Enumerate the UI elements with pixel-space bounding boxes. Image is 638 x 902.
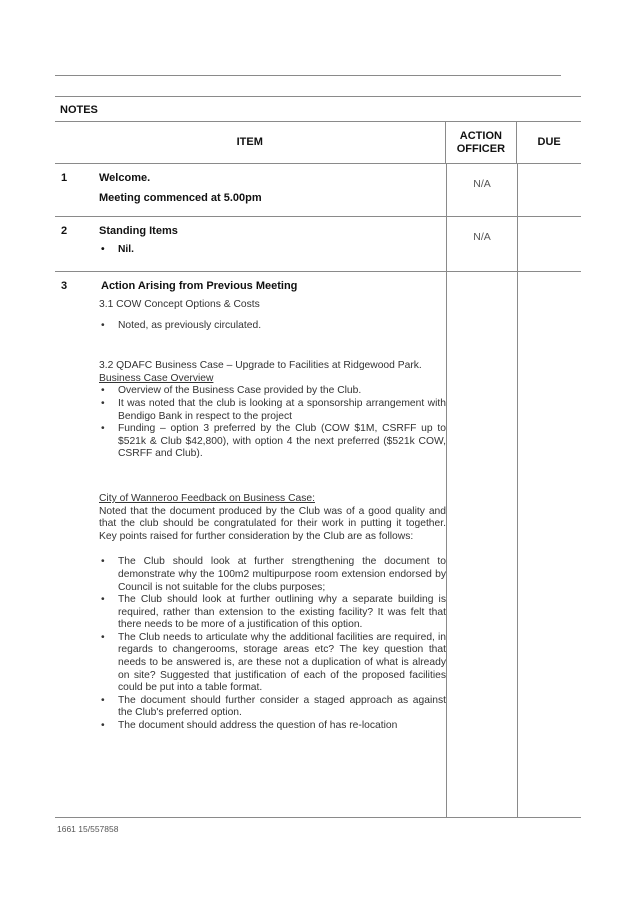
list-item: • Funding – option 3 preferred by the Club (COW $1M, CSRFF up to $521k & Club $42,800), with option 4 the next preferred ($521k COW, CSRFF and Club). <box>101 423 446 460</box>
list-item: • The Club should look at further outlining why a separate building is required, rather than extension to the existing facility? It was felt that there needs to be more of a justification of this option. <box>101 594 446 631</box>
document-reference: 1661 15/557858 <box>57 824 119 834</box>
due-cell <box>517 272 581 817</box>
top-rule <box>55 75 561 76</box>
due-cell <box>517 217 581 271</box>
list-item: • It was noted that the club is looking at a sponsorship arrangement with Bendigo Bank in respect to the project <box>101 397 446 422</box>
due-cell <box>517 164 581 216</box>
list-item: • The document should address the question of has re-location <box>101 720 398 732</box>
item-column-header: ITEM <box>236 136 263 148</box>
item-text: Meeting commenced at 5.00pm <box>99 192 262 204</box>
item-number: 1 <box>61 172 68 184</box>
action-officer-column-header: ACTION OFFICER <box>445 122 517 163</box>
item-title: Welcome. <box>99 172 151 184</box>
item-title: Action Arising from Previous Meeting <box>101 280 298 292</box>
table-header <box>55 122 581 164</box>
action-officer: N/A <box>446 164 517 216</box>
list-item: • Overview of the Business Case provided by the Club. <box>101 385 362 397</box>
table-row <box>55 164 581 217</box>
notes-heading: NOTES <box>55 96 581 122</box>
subsection-title: 3.1 COW Concept Options & Costs <box>99 299 260 310</box>
list-item: • The document should further consider a staged approach as against the Club's preferred option. <box>101 694 446 719</box>
table-row <box>55 272 581 818</box>
subsection-heading: Business Case Overview <box>99 372 214 384</box>
paragraph: Noted that the document produced by the Club was of a good quality and that the club should be congratulated for their work in putting it together. Key points raised for further consideration by the Club are as follows: <box>99 505 446 542</box>
notes-table <box>55 96 581 818</box>
action-officer <box>446 272 517 817</box>
subsection-title: 3.2 QDAFC Business Case – Upgrade to Facilities at Ridgewood Park. <box>99 360 422 372</box>
list-item: • The Club should look at further strengthening the document to demonstrate why the 100m2 multipurpose room extension endorsed by Council is not suitable for the clubs purposes; <box>101 556 446 593</box>
list-item: • The Club needs to articulate why the additional facilities are required, in regards to changerooms, storage areas etc? The key question that needs to be answered is, are these not a duplication of what is already on site? Suggested that justification of each of the proposed facilities could be put into a table format. <box>101 631 446 694</box>
action-officer: N/A <box>446 217 517 271</box>
list-item: • Noted, as previously circulated. <box>101 319 262 331</box>
item-number: 2 <box>61 225 68 237</box>
table-row <box>55 217 581 272</box>
due-column-header: DUE <box>516 122 581 163</box>
item-title: Standing Items <box>99 225 178 237</box>
list-item: • Nil. <box>101 244 135 255</box>
subsection-heading: City of Wanneroo Feedback on Business Case: <box>99 492 315 504</box>
item-number: 3 <box>61 280 68 292</box>
